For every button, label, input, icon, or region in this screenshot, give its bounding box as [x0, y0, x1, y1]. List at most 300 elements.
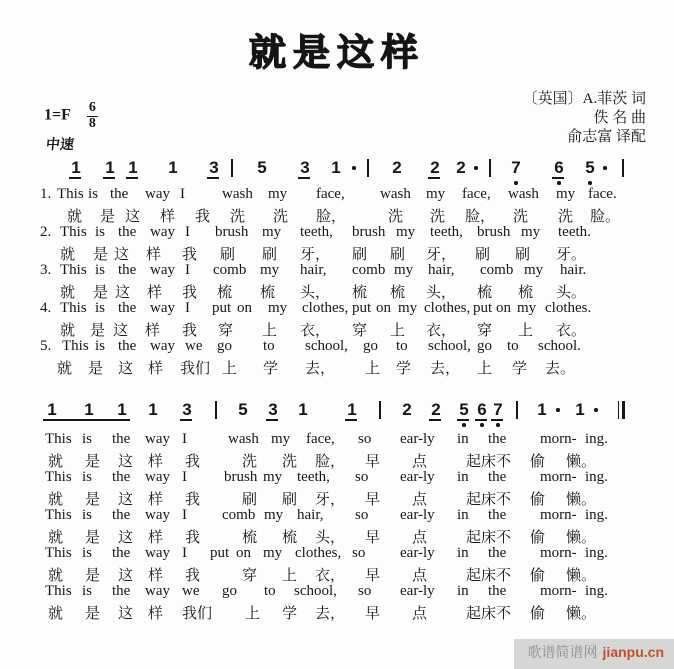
lyric-syllable: 刷 [282, 492, 298, 508]
lyric-syllable: 懒。 [566, 568, 597, 584]
lyric-syllable: 是 [100, 209, 116, 225]
lyric-syllable: is [95, 338, 106, 354]
lyric-syllable: 就 [48, 530, 64, 546]
lyric-syllable: ing. [585, 545, 608, 561]
lyric-syllable: so [358, 431, 372, 447]
notation-line-2 [0, 400, 674, 430]
lyric-syllable: wash [228, 431, 259, 447]
lyric-syllable: 梳 [390, 285, 406, 301]
lyric-syllable: my [264, 507, 284, 523]
lyric-syllable: 上 [262, 323, 278, 339]
lyric-syllable: I [185, 262, 190, 278]
lyric-syllable: the [488, 507, 507, 523]
lyric-syllable: 穿 [477, 323, 493, 339]
lyric-syllable: 懒。 [566, 454, 597, 470]
lyric-syllable: 穿 [352, 323, 368, 339]
lyric-syllable: 学 [282, 606, 298, 622]
barline [622, 159, 624, 177]
lyric-syllable: school, [305, 338, 348, 354]
lyric-syllable: 点 [412, 454, 428, 470]
notation-line-1 [0, 158, 674, 188]
lyric-syllable: on [236, 545, 251, 561]
lyric-syllable: 样 [145, 323, 161, 339]
low-octave-dot [514, 181, 518, 185]
lyric-syllable: I [182, 431, 187, 447]
lyric-syllable: 5. [40, 338, 52, 354]
lyric-syllable: 去， [305, 361, 336, 377]
lyric-line-en [0, 469, 674, 488]
lyric-syllable: ing. [585, 507, 608, 523]
lyric-syllable: my [263, 545, 283, 561]
lyric-syllable: go [477, 338, 492, 354]
lyric-syllable: is [95, 300, 106, 316]
lyric-line-cn [0, 243, 674, 262]
lyric-syllable: 我们 [182, 606, 213, 622]
lyric-syllable: 就 [48, 492, 64, 508]
lyric-syllable: 就 [60, 323, 76, 339]
lyric-syllable: 这 [113, 323, 129, 339]
lyric-syllable: 脸。 [590, 209, 621, 225]
lyric-line-cn [0, 357, 674, 376]
lyric-syllable: 4. [40, 300, 52, 316]
lyric-syllable: 样 [148, 530, 164, 546]
lyric-syllable: is [88, 186, 99, 202]
lyric-syllable: way [145, 583, 170, 599]
lyric-syllable: 刷 [515, 247, 531, 263]
lyric-syllable: 点 [412, 530, 428, 546]
low-octave-dot [588, 181, 592, 185]
note: 1 [47, 400, 57, 419]
credits [523, 90, 646, 147]
lyric-line-en [0, 583, 674, 602]
lyric-syllable: 穿 [218, 323, 234, 339]
lyric-syllable: is [82, 469, 93, 485]
watermark [514, 639, 674, 669]
lyric-syllable: This [45, 583, 72, 599]
lyric-syllable: comb [213, 262, 247, 278]
lyric-line-cn [0, 602, 674, 621]
lyric-syllable: my [268, 186, 288, 202]
lyric-syllable: This [45, 469, 72, 485]
lyric-syllable: 懒。 [566, 492, 597, 508]
lyric-syllable: 这 [118, 361, 134, 377]
lyric-syllable: teeth, [297, 469, 330, 485]
lyric-syllable: ear-ly [400, 507, 435, 523]
lyric-syllable: 上 [365, 361, 381, 377]
lyric-syllable: in [457, 507, 469, 523]
lyric-syllable: 懒。 [566, 530, 597, 546]
lyric-syllable: 穿 [242, 568, 258, 584]
lyric-syllable: the [118, 300, 137, 316]
lyric-syllable: 就 [48, 454, 64, 470]
lyric-syllable: 是 [85, 530, 101, 546]
lyric-syllable: 这 [118, 454, 134, 470]
lyric-syllable: 是 [88, 361, 104, 377]
lyric-syllable: 头。 [556, 285, 587, 301]
lyric-syllable: 偷 [530, 606, 546, 622]
lyric-line-cn [0, 319, 674, 338]
lyric-line-en [0, 507, 674, 526]
lyric-syllable: 早 [365, 530, 381, 546]
lyric-syllable: 样 [160, 209, 176, 225]
key-label: 1=F [44, 106, 71, 124]
lyric-syllable: This [45, 507, 72, 523]
lyric-syllable: clothes, [295, 545, 342, 561]
lyric-syllable: 上 [282, 568, 298, 584]
note: 7 [510, 158, 522, 178]
lyric-syllable: wash [380, 186, 411, 202]
lyric-syllable: in [457, 545, 469, 561]
lyric-syllable: 我 [182, 285, 198, 301]
lyric-syllable: brush [352, 224, 386, 240]
note: 5 [257, 158, 267, 177]
lyric-syllable: 这 [118, 606, 134, 622]
lyric-syllable: brush [477, 224, 511, 240]
time-signature-numerator: 6 [88, 100, 96, 115]
lyric-syllable: 是 [85, 454, 101, 470]
lyric-syllable: morn- [540, 469, 577, 485]
duration-dot [474, 166, 478, 170]
note: 1 [575, 400, 585, 419]
lyric-syllable: 梳 [518, 285, 534, 301]
lyric-syllable: the [488, 469, 507, 485]
note: 3 [268, 400, 278, 419]
lyric-syllable: 就 [48, 568, 64, 584]
lyric-syllable: 这 [114, 247, 130, 263]
note: 5 [238, 400, 248, 419]
barline [379, 401, 381, 419]
lyric-line-en [0, 186, 674, 205]
tempo-marking: 中速 [45, 138, 75, 153]
lyric-syllable: 牙， [426, 247, 457, 263]
lyric-syllable: 早 [365, 492, 381, 508]
lyric-syllable: ear-ly [400, 583, 435, 599]
note: 5 [584, 158, 596, 178]
lyric-syllable: face, [306, 431, 335, 447]
lyric-syllable: 学 [396, 361, 412, 377]
lyric-syllable: so [355, 469, 369, 485]
lyric-line-en [0, 300, 674, 319]
lyric-syllable: 就 [60, 285, 76, 301]
lyric-syllable: 牙， [315, 492, 346, 508]
lyric-syllable: 是 [85, 606, 101, 622]
lyric-syllable: 刷 [220, 247, 236, 263]
barline [231, 159, 233, 177]
lyric-syllable: 头， [315, 530, 346, 546]
lyric-syllable: in [457, 583, 469, 599]
lyric-syllable: 点 [412, 568, 428, 584]
lyric-syllable: 洗 [513, 209, 529, 225]
lyric-syllable: 样 [148, 361, 164, 377]
lyric-syllable: go [217, 338, 232, 354]
lyric-syllable: 偷 [530, 530, 546, 546]
lyric-syllable: 洗 [242, 454, 258, 470]
lyric-syllable: my [524, 262, 544, 278]
lyric-syllable: 梳 [242, 530, 258, 546]
lyric-syllable: 梳 [352, 285, 368, 301]
lyric-syllable: 刷 [475, 247, 491, 263]
lyric-syllable: in [457, 469, 469, 485]
lyric-syllable: 洗 [430, 209, 446, 225]
lyric-syllable: on [376, 300, 391, 316]
note: 1 [128, 158, 138, 177]
low-octave-dot [462, 423, 466, 427]
lyric-syllable: my [271, 431, 291, 447]
lyric-syllable: 梳 [282, 530, 298, 546]
lyric-syllable: in [457, 431, 469, 447]
lyric-syllable: 点 [412, 606, 428, 622]
lyric-syllable: is [82, 507, 93, 523]
note: 6 [476, 400, 488, 420]
lyric-syllable: way [145, 507, 170, 523]
lyric-syllable: to [507, 338, 519, 354]
lyric-syllable: morn- [540, 431, 577, 447]
lyric-syllable: This [57, 186, 84, 202]
lyric-syllable: brush [224, 469, 258, 485]
lyric-syllable: 是 [85, 492, 101, 508]
credit-composer: 佚 名 曲 [593, 110, 646, 126]
lyric-syllable: to [263, 338, 275, 354]
lyric-syllable: 是 [93, 285, 109, 301]
lyric-syllable: 我 [185, 530, 201, 546]
lyric-syllable: 衣。 [556, 323, 587, 339]
lyric-syllable: 我 [185, 454, 201, 470]
lyric-syllable: 脸， [316, 209, 347, 225]
lyric-line-en [0, 224, 674, 243]
lyric-syllable: to [264, 583, 276, 599]
lyric-syllable: I [182, 469, 187, 485]
lyric-syllable: ear-ly [400, 431, 435, 447]
lyric-syllable: the [488, 431, 507, 447]
duration-dot [556, 408, 560, 412]
lyric-syllable: clothes, [424, 300, 471, 316]
lyric-syllable: school, [428, 338, 471, 354]
lyric-syllable: comb [352, 262, 386, 278]
lyric-syllable: 2. [40, 224, 52, 240]
lyric-syllable: 我 [182, 323, 198, 339]
lyric-syllable: This [60, 300, 87, 316]
lyric-syllable: 衣， [300, 323, 331, 339]
lyric-syllable: 脸， [465, 209, 496, 225]
lyric-syllable: 样 [147, 285, 163, 301]
lyric-syllable: the [110, 186, 129, 202]
lyric-syllable: teeth, [300, 224, 333, 240]
lyric-syllable: is [82, 583, 93, 599]
lyric-syllable: 是 [93, 247, 109, 263]
lyric-syllable: put [212, 300, 232, 316]
lyric-line-en [0, 431, 674, 450]
lyric-syllable: face. [588, 186, 617, 202]
lyric-syllable: so [352, 545, 366, 561]
lyric-syllable: brush [215, 224, 249, 240]
lyric-syllable: the [112, 545, 131, 561]
lyric-syllable: morn- [540, 583, 577, 599]
lyric-syllable: ing. [585, 431, 608, 447]
song-title: 就是这样 [249, 31, 425, 74]
lyric-syllable: put [352, 300, 372, 316]
lyric-syllable: This [45, 545, 72, 561]
lyric-line-cn [0, 526, 674, 545]
lyric-syllable: is [82, 545, 93, 561]
lyric-syllable: 这 [118, 530, 134, 546]
lyric-syllable: 起床不 [466, 530, 512, 546]
note: 1 [347, 400, 357, 419]
lyric-syllable: my [260, 262, 280, 278]
lyric-line-en [0, 262, 674, 281]
lyric-syllable: hair, [428, 262, 455, 278]
lyric-syllable: 样 [148, 454, 164, 470]
note: 6 [553, 158, 565, 178]
lyric-syllable: so [355, 507, 369, 523]
lyric-syllable: 我们 [180, 361, 211, 377]
lyric-syllable: go [222, 583, 237, 599]
credit-translator: 俞志富 译配 [567, 129, 646, 145]
note: 1 [84, 400, 94, 419]
lyric-syllable: 上 [390, 323, 406, 339]
lyric-syllable: 这 [118, 568, 134, 584]
barline [215, 401, 217, 419]
lyric-syllable: 我 [182, 247, 198, 263]
lyric-syllable: 去。 [545, 361, 576, 377]
lyric-syllable: my [263, 469, 283, 485]
lyric-syllable: 上 [477, 361, 493, 377]
lyric-syllable: 就 [48, 606, 64, 622]
lyric-syllable: my [398, 300, 418, 316]
lyric-syllable: my [394, 262, 414, 278]
lyric-syllable: 刷 [352, 247, 368, 263]
lyric-syllable: 去， [315, 606, 346, 622]
lyric-syllable: 早 [365, 454, 381, 470]
lyric-syllable: comb [222, 507, 256, 523]
lyric-syllable: so [358, 583, 372, 599]
lyric-syllable: ear-ly [400, 469, 435, 485]
lyric-syllable: teeth. [558, 224, 591, 240]
lyric-syllable: school, [294, 583, 337, 599]
lyric-syllable: the [112, 431, 131, 447]
lyric-syllable: 刷 [262, 247, 278, 263]
lyric-syllable: I [185, 224, 190, 240]
lyric-syllable: 上 [222, 361, 238, 377]
duration-dot [352, 166, 356, 170]
lyric-syllable: my [268, 300, 288, 316]
lyric-syllable: 就 [67, 209, 83, 225]
lyric-syllable: 牙。 [556, 247, 587, 263]
lyric-syllable: 洗 [388, 209, 404, 225]
note: 1 [105, 158, 115, 177]
lyric-syllable: This [60, 224, 87, 240]
lyric-syllable: my [521, 224, 541, 240]
lyric-line-cn [0, 564, 674, 583]
note: 3 [209, 158, 219, 177]
lyric-syllable: hair, [300, 262, 327, 278]
lyric-syllable: 梳 [260, 285, 276, 301]
lyric-syllable: way [145, 186, 170, 202]
lyric-syllable: way [145, 545, 170, 561]
lyric-syllable: the [118, 262, 137, 278]
lyric-syllable: morn- [540, 507, 577, 523]
lyric-line-en [0, 338, 674, 357]
lyric-syllable: 牙， [300, 247, 331, 263]
lyric-syllable: 3. [40, 262, 52, 278]
lyric-syllable: This [62, 338, 89, 354]
lyric-syllable: This [45, 431, 72, 447]
lyric-syllable: 1. [40, 186, 52, 202]
low-octave-dot [557, 181, 561, 185]
lyric-syllable: teeth, [430, 224, 463, 240]
lyric-syllable: ear-ly [400, 545, 435, 561]
time-signature-denominator: 8 [88, 115, 96, 131]
lyric-syllable: 是 [90, 323, 106, 339]
lyric-syllable: face, [316, 186, 345, 202]
lyric-syllable: way [150, 224, 175, 240]
lyric-syllable: I [182, 545, 187, 561]
lyric-line-cn [0, 205, 674, 224]
note: 1 [148, 400, 158, 419]
low-octave-dot [496, 423, 500, 427]
lyric-syllable: 去， [430, 361, 461, 377]
barline [367, 159, 369, 177]
credit-lyricist: 〔英国〕A.菲茨 词 [522, 91, 646, 107]
note: 2 [456, 158, 466, 177]
lyric-syllable: I [180, 186, 185, 202]
lyric-syllable: 起床不 [466, 606, 512, 622]
duration-dot [603, 166, 607, 170]
note: 2 [431, 400, 441, 419]
lyric-syllable: 偷 [530, 568, 546, 584]
lyric-syllable: on [496, 300, 511, 316]
lyric-syllable: my [262, 224, 282, 240]
lyric-syllable: hair. [560, 262, 587, 278]
lyric-syllable: way [145, 469, 170, 485]
note: 2 [392, 158, 402, 177]
lyric-syllable: 学 [263, 361, 279, 377]
lyric-syllable: 是 [85, 568, 101, 584]
lyric-syllable: the [112, 469, 131, 485]
lyric-syllable: put [210, 545, 230, 561]
lyric-syllable: 这 [125, 209, 141, 225]
lyric-syllable: we [185, 338, 203, 354]
lyric-line-cn [0, 450, 674, 469]
lyric-syllable: ing. [585, 583, 608, 599]
lyric-syllable: the [118, 338, 137, 354]
watermark-site-url: jianpu.cn [602, 644, 664, 660]
lyric-syllable: 早 [365, 606, 381, 622]
lyric-syllable: is [82, 431, 93, 447]
lyric-syllable: the [488, 583, 507, 599]
lyric-syllable: way [150, 262, 175, 278]
lyric-syllable: my [426, 186, 446, 202]
lyric-syllable: I [185, 300, 190, 316]
note: 3 [182, 400, 192, 419]
lyric-syllable: 点 [412, 492, 428, 508]
lyric-syllable: 我 [185, 568, 201, 584]
lyric-syllable: 学 [512, 361, 528, 377]
lyric-syllable: on [237, 300, 252, 316]
lyric-syllable: 洗 [273, 209, 289, 225]
lyric-line-en [0, 545, 674, 564]
lyric-syllable: my [556, 186, 576, 202]
lyric-syllable: to [396, 338, 408, 354]
lyric-syllable: go [363, 338, 378, 354]
lyric-syllable: way [150, 338, 175, 354]
lyric-syllable: 上 [518, 323, 534, 339]
lyric-syllable: 就 [60, 247, 76, 263]
lyric-syllable: 这 [118, 492, 134, 508]
lyric-syllable: I [182, 507, 187, 523]
lyric-syllable: face, [462, 186, 491, 202]
lyric-syllable: school. [538, 338, 581, 354]
lyric-syllable: is [95, 224, 106, 240]
